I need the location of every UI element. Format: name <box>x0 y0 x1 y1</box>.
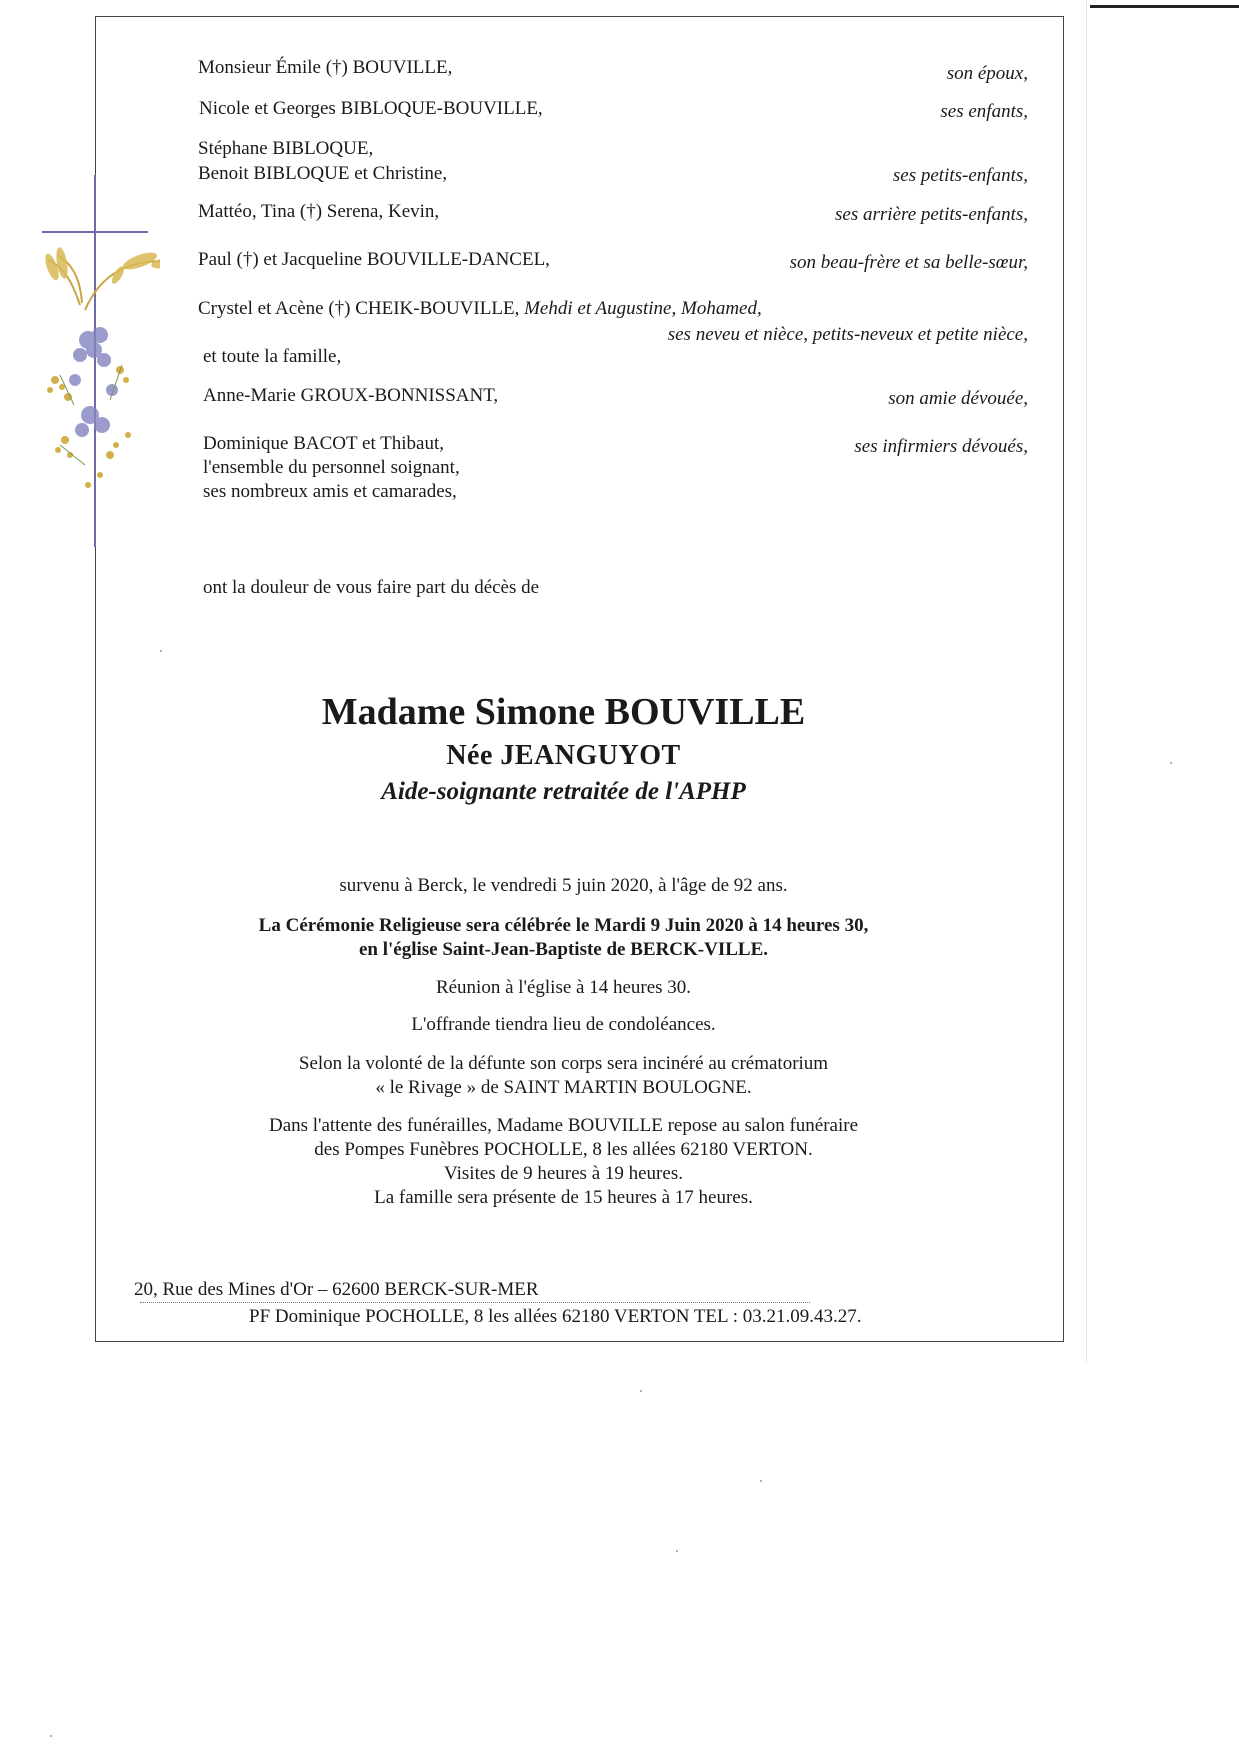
cross-floral-icon <box>40 175 160 555</box>
relation-great-grandchildren: ses arrière petits-enfants, <box>835 204 1028 225</box>
scan-speck <box>160 650 162 652</box>
relation-grandchildren: ses petits-enfants, <box>892 165 1028 186</box>
footer-address: 20, Rue des Mines d'Or – 62600 BERCK-SUR-MER <box>134 1279 539 1300</box>
relation-friend: son amie dévouée, <box>888 388 1028 409</box>
footer-funeral-director: PF Dominique POCHOLLE, 8 les allées 62180 VERTON TEL : 03.21.09.43.27. <box>249 1306 862 1327</box>
death-details: survenu à Berck, le vendredi 5 juin 2020, à l'âge de 92 ans. <box>339 875 788 896</box>
relation-in-laws: son beau-frère et sa belle-sœur, <box>789 252 1028 273</box>
family-nephews-main: Crystel et Acène (†) CHEIK-BOUVILLE, <box>198 298 520 319</box>
relation-nurses: ses infirmiers dévoués, <box>854 436 1028 457</box>
ceremony-line-1: La Cérémonie Religieuse sera célébrée le Mardi 9 Juin 2020 à 14 heures 30, <box>258 915 869 936</box>
family-nurses-1: Dominique BACOT et Thibaut, <box>203 433 445 454</box>
family-children: Nicole et Georges BIBLOQUE-BOUVILLE, <box>199 98 543 119</box>
family-grandchild-1: Stéphane BIBLOQUE, <box>198 138 374 159</box>
paper-edge <box>1086 0 1087 1362</box>
cremation-line-1: Selon la volonté de la défunte son corps sera incinéré au crématorium <box>298 1053 829 1074</box>
scan-speck <box>640 1390 642 1392</box>
visiting-hours: Visites de 9 heures à 19 heures. <box>444 1163 683 1184</box>
deceased-occupation: Aide-soignante retraitée de l'APHP <box>381 778 746 805</box>
family-friend: Anne-Marie GROUX-BONNISSANT, <box>203 385 499 406</box>
family-nephews <box>198 297 762 321</box>
family-in-laws: Paul (†) et Jacqueline BOUVILLE-DANCEL, <box>198 249 550 270</box>
scan-speck <box>760 1480 762 1482</box>
deceased-name: Madame Simone BOUVILLE <box>321 691 806 733</box>
cremation-line-2: « le Rivage » de SAINT MARTIN BOULOGNE. <box>375 1077 752 1098</box>
deceased-birth-name: Née JEANGUYOT <box>446 740 681 771</box>
funeral-home-line-1: Dans l'attente des funérailles, Madame BOUVILLE repose au salon funéraire <box>268 1115 859 1136</box>
funeral-home-line-2: des Pompes Funèbres POCHOLLE, 8 les allées 62180 VERTON. <box>314 1139 813 1160</box>
family-great-grandchildren: Mattéo, Tina (†) Serena, Kevin, <box>198 201 440 222</box>
family-nurses-2: l'ensemble du personnel soignant, <box>203 457 460 478</box>
scan-speck <box>1170 762 1172 764</box>
top-rule <box>1090 5 1239 8</box>
family-spouse: Monsieur Émile (†) BOUVILLE, <box>198 57 453 78</box>
family-presence-hours: La famille sera présente de 15 heures à 17 heures. <box>374 1187 753 1208</box>
meeting-info: Réunion à l'église à 14 heures 30. <box>435 977 692 998</box>
footer-divider <box>140 1302 810 1303</box>
scan-speck <box>676 1550 678 1552</box>
relation-nephews: ses neveu et nièce, petits-neveux et petite nièce, <box>667 324 1028 345</box>
family-grandchild-2: Benoit BIBLOQUE et Christine, <box>198 163 448 184</box>
family-nephews-italic: Mehdi et Augustine, Mohamed, <box>524 298 762 319</box>
scan-speck <box>50 1735 52 1737</box>
offering-info: L'offrande tiendra lieu de condoléances. <box>411 1014 716 1035</box>
ceremony-line-2: en l'église Saint-Jean-Baptiste de BERCK-VILLE. <box>358 939 769 960</box>
intro-text: ont la douleur de vous faire part du décès de <box>203 577 540 598</box>
relation-spouse: son époux, <box>946 63 1028 84</box>
family-nurses-3: ses nombreux amis et camarades, <box>203 481 457 502</box>
family-whole: et toute la famille, <box>203 346 342 367</box>
relation-children: ses enfants, <box>940 101 1028 122</box>
